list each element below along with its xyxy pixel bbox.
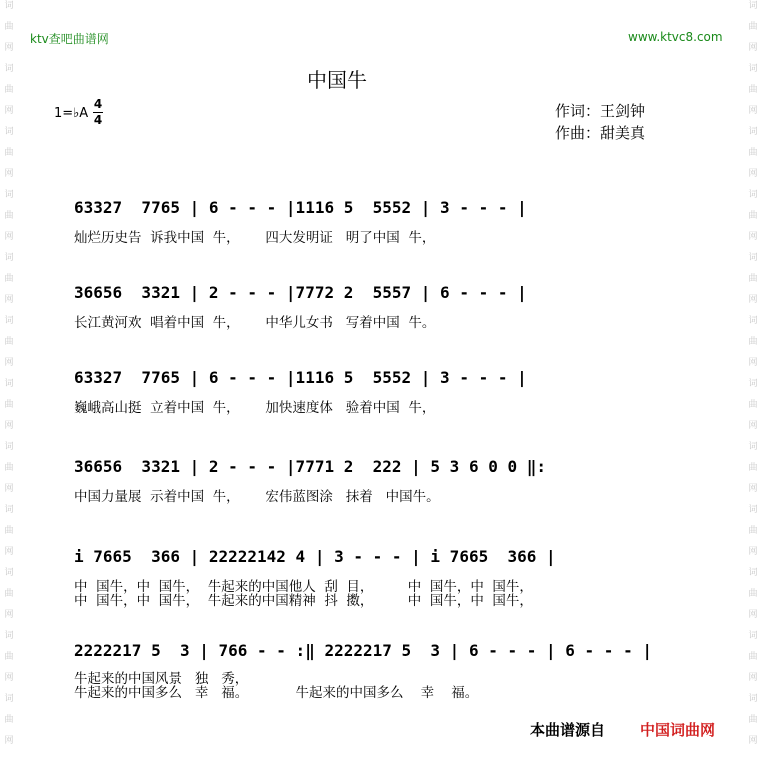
watermark-char: 词 — [4, 505, 14, 515]
watermark-char: 词 — [4, 694, 14, 704]
watermark-char: 曲 — [748, 652, 758, 662]
watermark-char: 曲 — [748, 337, 758, 347]
watermark-char: 词 — [748, 505, 758, 515]
watermark-char: 词 — [4, 64, 14, 74]
site-name-link[interactable]: ktv查吧曲谱网 — [30, 32, 109, 46]
watermark-char: 曲 — [748, 148, 758, 158]
site-url-link[interactable]: www.ktvc8.com — [628, 30, 723, 44]
watermark-char: 网 — [4, 673, 14, 683]
watermark-char: 网 — [4, 736, 14, 746]
watermark-char: 网 — [4, 232, 14, 242]
watermark-char: 曲 — [4, 715, 14, 725]
watermark-char: 网 — [748, 673, 758, 683]
watermark-char: 曲 — [748, 589, 758, 599]
watermark-char: 曲 — [748, 715, 758, 725]
watermark-char: 词 — [748, 568, 758, 578]
lyricist: 作词：王剑钟 — [555, 102, 646, 120]
watermark-char: 词 — [4, 190, 14, 200]
watermark-char: 网 — [748, 547, 758, 557]
watermark-char: 曲 — [4, 211, 14, 221]
time-signature — [93, 98, 103, 127]
watermark-char: 网 — [748, 484, 758, 494]
footer-source-label: 本曲谱源自 — [530, 721, 606, 739]
watermark-char: 曲 — [4, 400, 14, 410]
watermark-char: 词 — [4, 631, 14, 641]
watermark-char: 网 — [4, 358, 14, 368]
notes-line: 63327 7765 | 6 - - - |1116 5 5552 | 3 - - - | — [74, 198, 527, 217]
watermark-char: 网 — [748, 421, 758, 431]
song-title: 中国牛 — [307, 68, 367, 92]
lyrics-line: 长江黄河欢 唱着中国 牛， 中华儿女书 写着中国 牛。 — [74, 315, 436, 331]
notes-line: 36656 3321 | 2 - - - |7772 2 5557 | 6 - - - | — [74, 283, 527, 302]
composer: 作曲：甜美真 — [555, 124, 646, 142]
watermark-char: 曲 — [4, 337, 14, 347]
watermark-char: 曲 — [4, 148, 14, 158]
watermark-char: 网 — [748, 232, 758, 242]
watermark-char: 网 — [4, 610, 14, 620]
watermark-char: 网 — [4, 295, 14, 305]
watermark-char: 词 — [748, 1, 758, 11]
watermark-char: 词 — [748, 379, 758, 389]
watermark-char: 网 — [748, 43, 758, 53]
notes-line: 36656 3321 | 2 - - - |7771 2 222 | 5 3 6 0 0 ‖: — [74, 457, 547, 476]
watermark-char: 词 — [4, 379, 14, 389]
watermark-char: 词 — [4, 442, 14, 452]
notes-line: i 7665 366 | 22222142 4 | 3 - - - | i 7665 366 | — [74, 547, 556, 566]
watermark-char: 曲 — [748, 463, 758, 473]
lyrics-line: 中国力量展 示着中国 牛， 宏伟蓝图涂 抹着 中国牛。 — [74, 489, 440, 505]
watermark-char: 词 — [748, 442, 758, 452]
lyrics-line: 灿烂历史告 诉我中国 牛， 四大发明证 明了中国 牛， — [74, 230, 436, 246]
watermark-char: 曲 — [4, 652, 14, 662]
watermark-char: 词 — [748, 631, 758, 641]
watermark-char: 词 — [748, 64, 758, 74]
watermark-char: 网 — [748, 736, 758, 746]
watermark-char: 网 — [4, 43, 14, 53]
watermark-char: 词 — [4, 568, 14, 578]
watermark-char: 词 — [748, 253, 758, 263]
watermark-char: 网 — [748, 610, 758, 620]
lyrics-line-verse-1: 中 国牛，中 国牛， 牛起来的中国他人 刮 目， 中 国牛，中 国牛， — [74, 579, 533, 595]
watermark-char: 网 — [4, 421, 14, 431]
watermark-char: 曲 — [748, 211, 758, 221]
time-numerator: 4 — [93, 97, 103, 111]
lyrics-line: 巍峨高山挺 立着中国 牛， 加快速度体 验着中国 牛， — [74, 400, 436, 416]
lyrics-line-verse-2: 中 国牛，中 国牛， 牛起来的中国精神 抖 擞， 中 国牛，中 国牛， — [74, 593, 533, 609]
watermark-char: 曲 — [748, 400, 758, 410]
notes-line: 2222217 5 3 | 766 - - :‖ 2222217 5 3 | 6 - - - | 6 - - - | — [74, 641, 652, 660]
watermark-char: 曲 — [4, 274, 14, 284]
notes-line: 63327 7765 | 6 - - - |1116 5 5552 | 3 - - - | — [74, 368, 527, 387]
watermark-char: 网 — [748, 106, 758, 116]
lyrics-line-verse-2: 牛起来的中国多么 幸 福。 牛起来的中国多么 幸 福。 — [74, 685, 479, 701]
watermark-char: 曲 — [4, 463, 14, 473]
time-denominator: 4 — [93, 113, 103, 127]
watermark-char: 曲 — [4, 22, 14, 32]
watermark-char: 曲 — [748, 85, 758, 95]
watermark-char: 网 — [4, 169, 14, 179]
watermark-char: 词 — [748, 694, 758, 704]
watermark-char: 网 — [748, 358, 758, 368]
watermark-char: 词 — [4, 253, 14, 263]
watermark-char: 词 — [748, 127, 758, 137]
credits — [555, 100, 645, 144]
watermark-char: 词 — [4, 1, 14, 11]
watermark-char: 曲 — [4, 85, 14, 95]
watermark-char: 网 — [4, 547, 14, 557]
watermark-char: 曲 — [748, 526, 758, 536]
watermark-char: 曲 — [4, 526, 14, 536]
watermark-char: 词 — [4, 127, 14, 137]
key-signature: 1=♭A — [54, 106, 89, 121]
watermark-char: 词 — [748, 190, 758, 200]
watermark-char: 曲 — [748, 22, 758, 32]
lyrics-line-verse-1: 牛起来的中国风景 独 秀， — [74, 671, 249, 687]
watermark-char: 网 — [748, 295, 758, 305]
watermark-char: 网 — [4, 484, 14, 494]
watermark-char: 词 — [4, 316, 14, 326]
watermark-char: 词 — [748, 316, 758, 326]
footer-site-link[interactable]: 中国词曲网 — [640, 721, 716, 739]
watermark-char: 网 — [748, 169, 758, 179]
watermark-char: 曲 — [748, 274, 758, 284]
watermark-char: 曲 — [4, 589, 14, 599]
watermark-char: 网 — [4, 106, 14, 116]
